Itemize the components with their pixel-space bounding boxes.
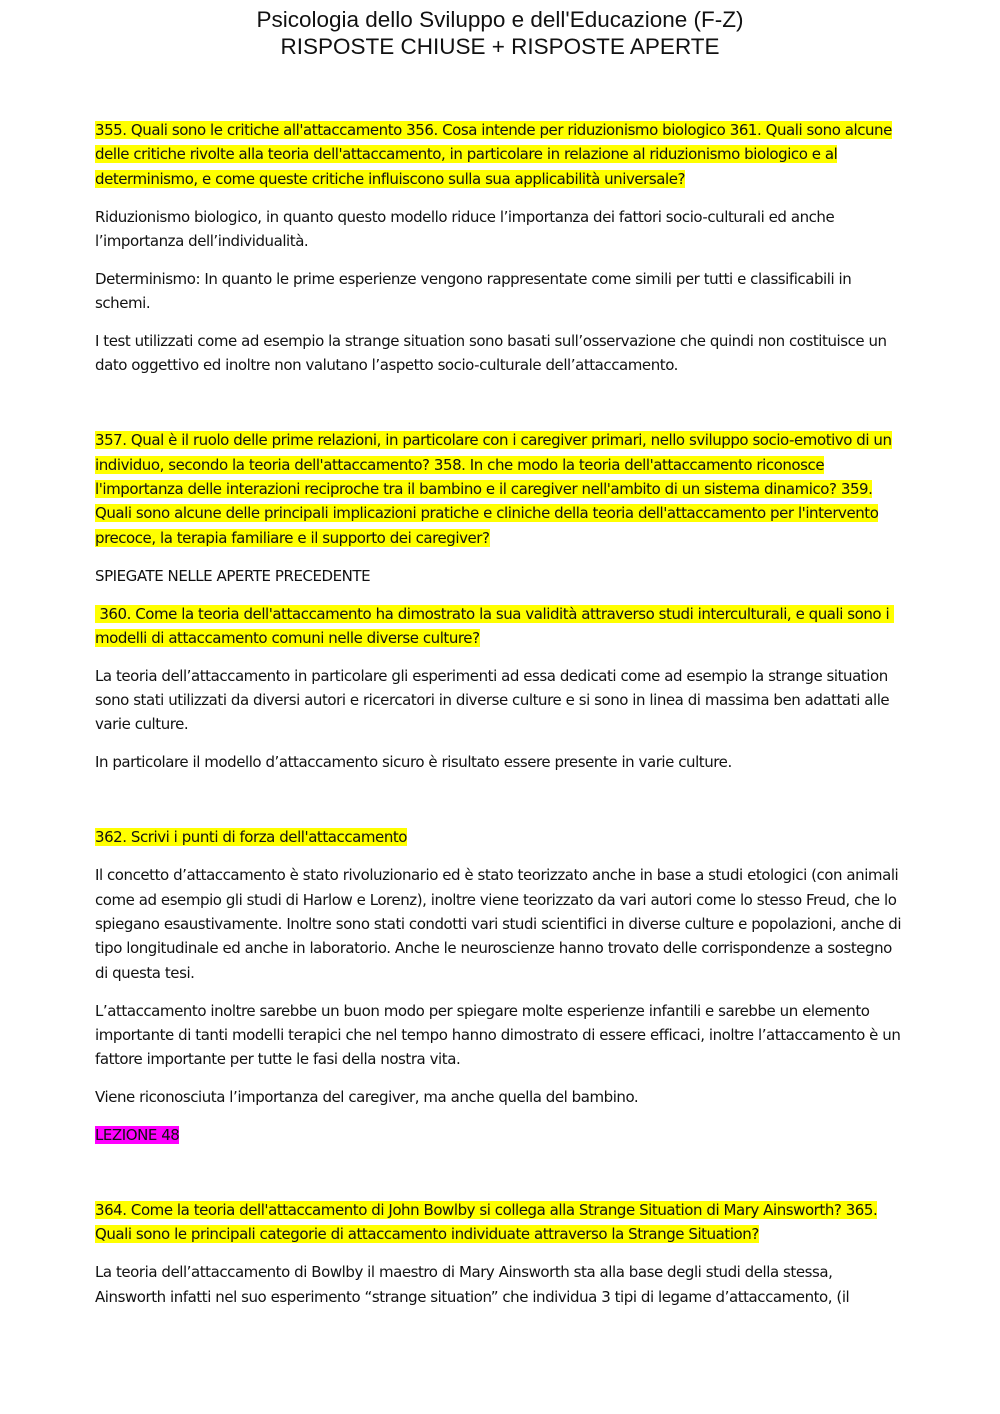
question-362 [95, 825, 907, 849]
answer-paragraph: La teoria dell’attaccamento di Bowlby il maestro di Mary Ainsworth sta alla base degli studi della stessa, Ainsworth infatti nel suo esperimento “strange situation” che individua 3 tipi di legame d’attaccamento, (il [95, 1263, 850, 1306]
answer-paragraph: In particolare il modello d’attaccamento sicuro è risultato essere presente in varie culture. [95, 753, 732, 772]
question-357-358-359 [95, 428, 907, 549]
answer-paragraph: Determinismo: In quanto le prime esperienze vengono rappresentate come simili per tutti e classificabili in schemi. [95, 269, 852, 313]
section-gap [95, 391, 907, 428]
document-title: Psicologia dello Sviluppo e dell'Educazione (F-Z) [256, 7, 744, 32]
answer-paragraph: La teoria dell’attaccamento in particolare gli esperimenti ad essa dedicati come ad esempio la strange situation sono stati utilizzati da diversi autori e ricercatori in diverse culture e si sono in linea di massima ben adattati alle varie culture. [95, 666, 890, 734]
question-355-356-361 [95, 118, 907, 191]
question-360 [95, 602, 907, 651]
question-highlight: 362. Scrivi i punti di forza dell'attaccamento [95, 828, 408, 847]
question-364-365 [95, 1198, 907, 1247]
document-subtitle: RISPOSTE CHIUSE + RISPOSTE APERTE [280, 34, 720, 59]
page-header [0, 6, 1000, 60]
answer-paragraph: Riduzionismo biologico, in quanto questo modello riduce l’importanza dei fattori socio-culturali ed anche l’importanza dell’individualità. [95, 207, 835, 250]
answer-paragraph: Viene riconosciuta l’importanza del caregiver, ma anche quella del bambino. [95, 1088, 639, 1107]
question-highlight: 355. Quali sono le critiche all'attaccamento 356. Cosa intende per riduzionismo biologico 361. Quali sono alcune delle critiche rivolte alla teoria dell'attaccamento, in particolare in relazione al riduzionismo biologico e al determinismo, e come queste critiche influiscono sulla sua applicabilità universale? [95, 121, 892, 188]
answer-paragraph: I test utilizzati come ad esempio la strange situation sono basati sull’osservazione che quindi non costituisce un dato oggettivo ed inoltre non valutano l’aspetto socio-culturale dell’attaccamento. [95, 332, 887, 375]
document-body [95, 118, 907, 1323]
question-highlight: 360. Come la teoria dell'attaccamento ha dimostrato la sua validità attraverso studi interculturali, e quali sono i modelli di attaccamento comuni nelle diverse culture? [95, 604, 894, 647]
lesson-label-highlight: LEZIONE 48 [95, 1126, 180, 1145]
answer-paragraph: L’attaccamento inoltre sarebbe un buon modo per spiegare molte esperienze infantili e sarebbe un elemento importante di tanti modelli terapici che nel tempo hanno dimostrato di essere efficaci, inoltre l’attaccamento è un fattore importante per tutte le fasi della nostra vita. [95, 1001, 901, 1069]
section-gap [95, 1161, 907, 1198]
lesson-label [95, 1123, 907, 1147]
section-gap [95, 788, 907, 825]
answer-paragraph: Il concetto d’attaccamento è stato rivoluzionario ed è stato teorizzato anche in base a studi etologici (con animali come ad esempio gli studi di Harlow e Lorenz), inoltre viene teorizzato da vari autori come lo stesso Freud, che lo spiegano esaustivamente. Inoltre sono stati condotti vari studi scientifici in diverse culture e popolazioni, anche di tipo longitudinale ed anche in laboratorio. Anche le neuroscienze hanno trovato delle corrispondenze a sostegno di questa tesi. [95, 866, 902, 982]
answer-paragraph: SPIEGATE NELLE APERTE PRECEDENTE [95, 566, 371, 585]
question-highlight: 357. Qual è il ruolo delle prime relazioni, in particolare con i caregiver primari, nello sviluppo socio-emotivo di un individuo, secondo la teoria dell'attaccamento? 358. In che modo la teoria dell'attaccamento riconosce l'importanza delle interazioni reciproche tra il bambino e il caregiver nell'ambito di un sistema dinamico? 359. Quali sono alcune delle principali implicazioni pratiche e cliniche della teoria dell'attaccamento per l'intervento precoce, la terapia familiare e il supporto dei caregiver? [95, 431, 892, 547]
question-highlight: 364. Come la teoria dell'attaccamento di John Bowlby si collega alla Strange Situation di Mary Ainsworth? 365. Quali sono le principali categorie di attaccamento individuate attraverso la Strange Situation? [95, 1201, 878, 1244]
